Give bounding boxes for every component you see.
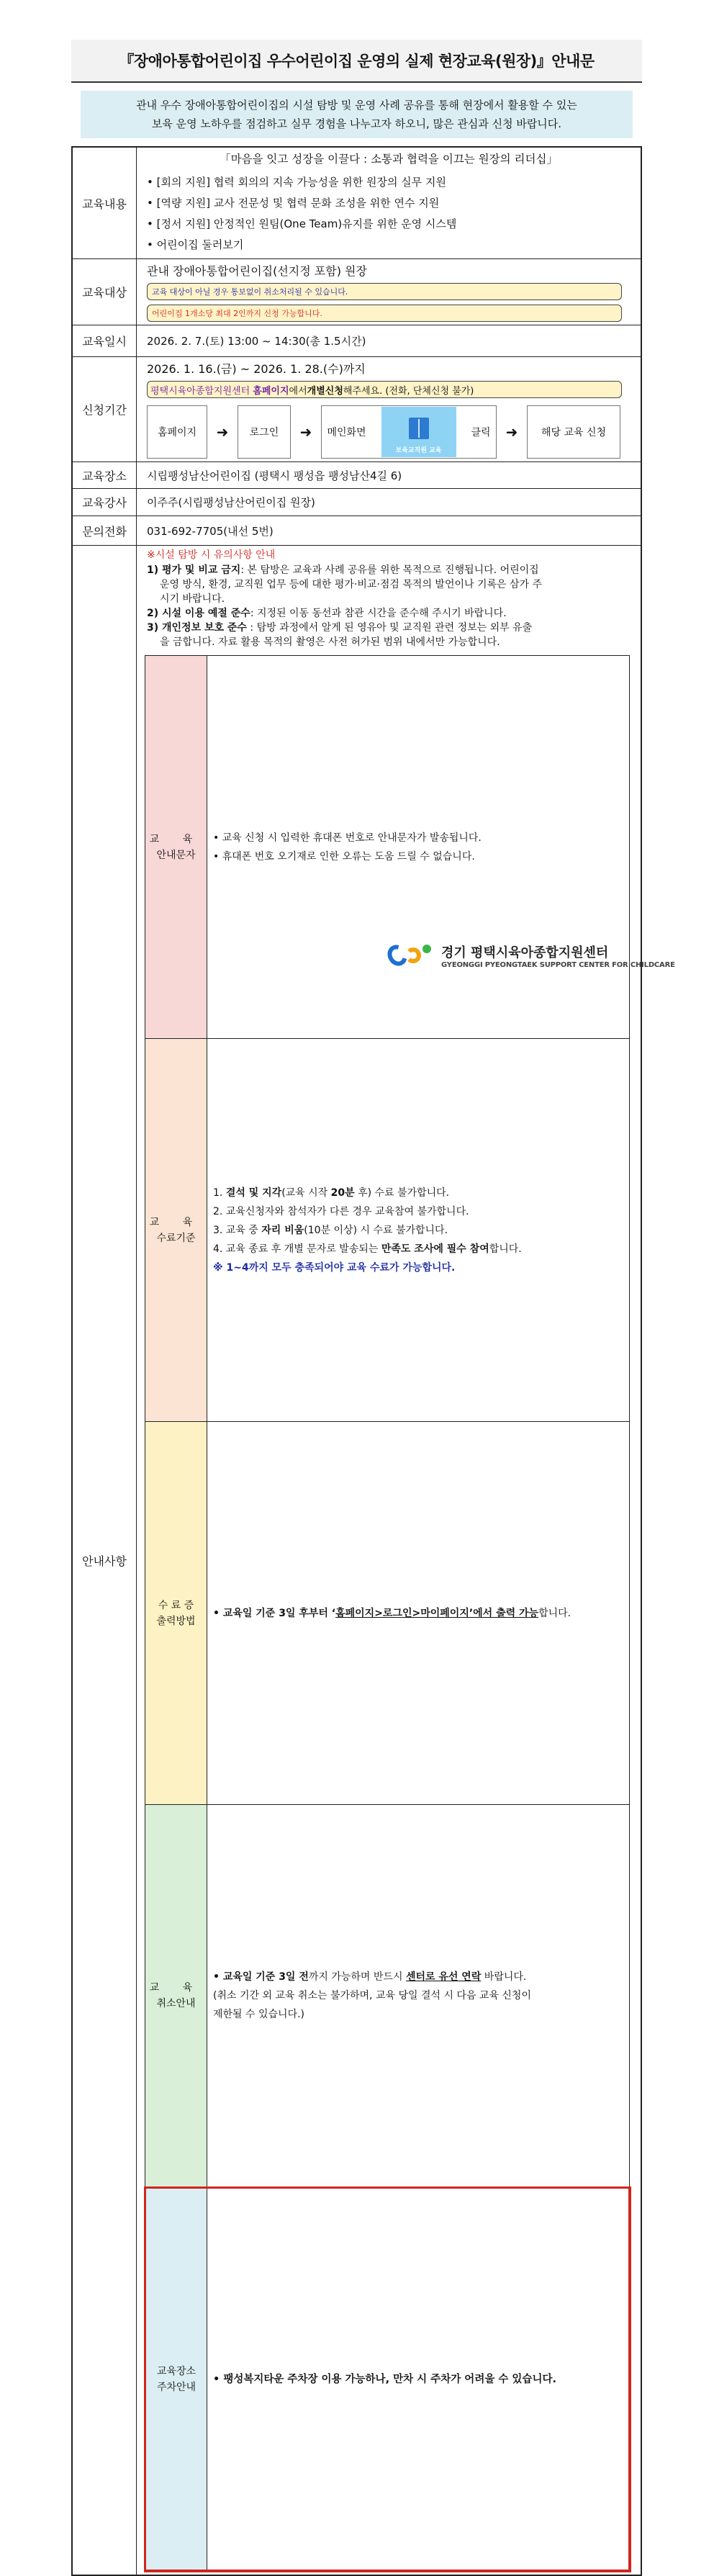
place-text: 시립팽성남산어린이집 (평택시 팽성읍 팽성남산4길 6) bbox=[137, 462, 642, 489]
row-teacher bbox=[72, 489, 641, 516]
p2-body: : 지정된 이동 동선과 참관 시간을 준수해 주시기 바랍니다. bbox=[250, 608, 507, 619]
p3-head: 3) 개인정보 보호 준수 bbox=[147, 622, 247, 634]
notes-red-title: ※시설 탐방 시 유의사항 안내 bbox=[147, 549, 276, 561]
target-note-cancel: 교육 대상이 아닐 경우 통보없이 취소처리될 수 있습니다. bbox=[147, 283, 622, 300]
intro-box bbox=[81, 91, 633, 138]
completion-4: 4. 교육 종료 후 개별 문자로 발송되는 만족도 조사에 필수 참여합니다. bbox=[213, 1243, 522, 1255]
step-main-screen bbox=[321, 405, 497, 459]
p1-body: : 본 탐방은 교육과 사례 공유를 위한 목적으로 진행됩니다. 어린이집 bbox=[240, 564, 539, 576]
label-certificate: 수 료 증 출력방법 bbox=[145, 1422, 207, 1805]
content-item: • 어린이집 둘러보기 bbox=[147, 238, 244, 251]
portal-caption: 보육교직원 교육 bbox=[395, 447, 442, 454]
row-completion bbox=[145, 1039, 630, 1422]
book-icon bbox=[381, 407, 456, 457]
completion-1: 1. 결석 및 지각(교육 시작 20분 후) 수료 불가합니다. bbox=[213, 1186, 450, 1199]
intro-line-1: 관내 우수 장애아통합어린이집의 시설 탐방 및 운영 사례 공유를 통해 현장에서 활용할 수 있는 bbox=[136, 99, 577, 112]
cancel-line-3: 제한될 수 있습니다.) bbox=[213, 2009, 305, 2020]
apply-note bbox=[147, 381, 622, 398]
footer-logo bbox=[385, 940, 675, 970]
parking-text: • 팽성복지타운 주차장 이용 가능하나, 만차 시 주차가 어려울 수 있습니다. bbox=[207, 2188, 630, 2571]
notes-paragraph-2 bbox=[147, 606, 631, 621]
label-parking: 교육장소 주차안내 bbox=[145, 2188, 207, 2571]
row-certificate bbox=[145, 1422, 630, 1805]
label-content: 교육내용 bbox=[72, 147, 137, 259]
row-phone bbox=[72, 516, 641, 546]
footer-korean-name: 경기 평택시육아종합지원센터 bbox=[441, 945, 609, 960]
notes-paragraph-3 bbox=[147, 621, 631, 649]
footer-english-name: GYEONGGI PYEONGTAEK SUPPORT CENTER FOR CHILDCARE bbox=[441, 960, 675, 969]
apply-homepage: 홈페이지 bbox=[253, 385, 289, 397]
target-text: 관내 장애아통합어린이집(선지정 포함) 원장 bbox=[147, 264, 367, 278]
label-teacher: 교육강사 bbox=[72, 489, 137, 516]
row-sms bbox=[145, 656, 630, 1039]
p1-head: 1) 평가 및 비교 금지 bbox=[147, 564, 241, 576]
row-content bbox=[72, 147, 641, 259]
completion-2: 2. 교육신청자와 참석자가 다른 경우 교육참여 불가합니다. bbox=[213, 1205, 469, 1217]
p2-head: 2) 시설 이용 예절 준수 bbox=[147, 608, 250, 619]
apply-period: 2026. 1. 16.(금) ~ 2026. 1. 28.(수)까지 bbox=[147, 362, 366, 376]
row-date bbox=[72, 325, 641, 357]
apply-center: 평택시육아종합지원센터 bbox=[150, 385, 250, 397]
label-place: 교육장소 bbox=[72, 462, 137, 489]
target-note-limit: 어린이집 1개소당 최대 2인까지 신청 가능합니다. bbox=[147, 305, 622, 322]
arrow-icon: ➜ bbox=[216, 423, 229, 441]
p1-line2: 운영 방식, 환경, 교직원 업무 등에 대한 평가·비교·점검 목적의 발언이나 기록은 삼가 주 bbox=[160, 579, 543, 590]
certificate-text: • 교육일 기준 3일 후부터 ‘홈페이지>로그인>마이페이지’에서 출력 가능합니다. bbox=[213, 1607, 571, 1619]
content-item: • [정서 지원] 안정적인 원팀(One Team)유지를 위한 운영 시스템 bbox=[147, 217, 457, 230]
sms-line-2: • 휴대폰 번호 오기재로 인한 오류는 도움 드릴 수 없습니다. bbox=[213, 850, 475, 863]
info-table bbox=[71, 146, 642, 2576]
cancel-line-2: (취소 기간 외 교육 취소는 불가하며, 교육 당일 결석 시 다음 교육 신청이 bbox=[213, 1990, 531, 2001]
label-notes: 안내사항 bbox=[72, 546, 137, 2576]
content-theme: 「마음을 잇고 성장을 이끌다 : 소통과 협력을 이끄는 원장의 리더십」 bbox=[220, 153, 558, 166]
teacher-text: 이주주(시립팽성남산어린이집 원장) bbox=[137, 489, 642, 516]
page-title: 『장애아통합어린이집 우수어린이집 운영의 실제 현장교육(원장)』안내문 bbox=[71, 40, 642, 83]
step-homepage: 홈페이지 bbox=[147, 405, 207, 459]
completion-note: ※ 1~4까지 모두 충족되어야 교육 수료가 가능합니다. bbox=[213, 1261, 456, 1274]
arrow-icon: ➜ bbox=[505, 423, 518, 441]
label-completion: 교 육 수료기준 bbox=[145, 1039, 207, 1422]
apply-end: 해주세요. (전화, 단체신청 불가) bbox=[343, 385, 474, 397]
notes-paragraph-1 bbox=[147, 563, 631, 606]
intro-line-2: 보육 운영 노하우를 점검하고 실무 경험을 나누고자 하오니, 많은 관심과 신청 바랍니다. bbox=[151, 117, 562, 130]
completion-3: 3. 교육 중 자리 비움(10분 이상) 시 수료 불가합니다. bbox=[213, 1224, 448, 1236]
p1-line3: 시기 바랍니다. bbox=[160, 593, 225, 605]
label-phone: 문의전화 bbox=[72, 516, 137, 546]
row-target bbox=[72, 259, 641, 325]
apply-individual: 개별신청 bbox=[307, 385, 343, 397]
apply-mid: 에서 bbox=[289, 385, 307, 397]
cancel-line-1: • 교육일 기준 3일 전까지 가능하며 반드시 센터로 유선 연락 바랍니다. bbox=[213, 1971, 527, 1983]
step-apply: 해당 교육 신청 bbox=[527, 405, 620, 459]
step-click-label: 클릭 bbox=[471, 427, 491, 438]
row-notes bbox=[72, 546, 641, 2576]
p3-body: : 탐방 과정에서 알게 된 영유아 및 교직원 관련 정보는 외부 유출 bbox=[246, 622, 533, 634]
label-date: 교육일시 bbox=[72, 325, 137, 357]
row-parking bbox=[145, 2188, 630, 2571]
apply-steps bbox=[147, 405, 631, 459]
phone-text: 031-692-7705(내선 5번) bbox=[137, 516, 642, 546]
step-main-label: 메인화면 bbox=[327, 427, 366, 438]
label-cancel: 교 육 취소안내 bbox=[145, 1805, 207, 2188]
row-place bbox=[72, 462, 641, 489]
label-target: 교육대상 bbox=[72, 259, 137, 325]
label-sms: 교 육 안내문자 bbox=[145, 656, 207, 1039]
label-apply: 신청기간 bbox=[72, 357, 137, 462]
center-logo-icon bbox=[385, 940, 437, 970]
book-shape bbox=[409, 418, 429, 439]
row-cancel bbox=[145, 1805, 630, 2188]
content-item: • [역량 지원] 교사 전문성 및 협력 문화 조성을 위한 연수 지원 bbox=[147, 197, 440, 210]
sms-line-1: • 교육 신청 시 입력한 휴대폰 번호로 안내문자가 발송됩니다. bbox=[213, 832, 482, 844]
p3-line2: 을 금합니다. 자료 활용 목적의 촬영은 사전 허가된 범위 내에서만 가능합니다. bbox=[160, 636, 500, 648]
content-item: • [회의 지원] 협력 회의의 지속 가능성을 위한 원장의 실무 지원 bbox=[147, 176, 446, 189]
date-text: 2026. 2. 7.(토) 13:00 ~ 14:30(총 1.5시간) bbox=[137, 325, 642, 357]
row-apply bbox=[72, 357, 641, 462]
arrow-icon: ➜ bbox=[299, 423, 312, 441]
step-login: 로그인 bbox=[238, 405, 291, 459]
